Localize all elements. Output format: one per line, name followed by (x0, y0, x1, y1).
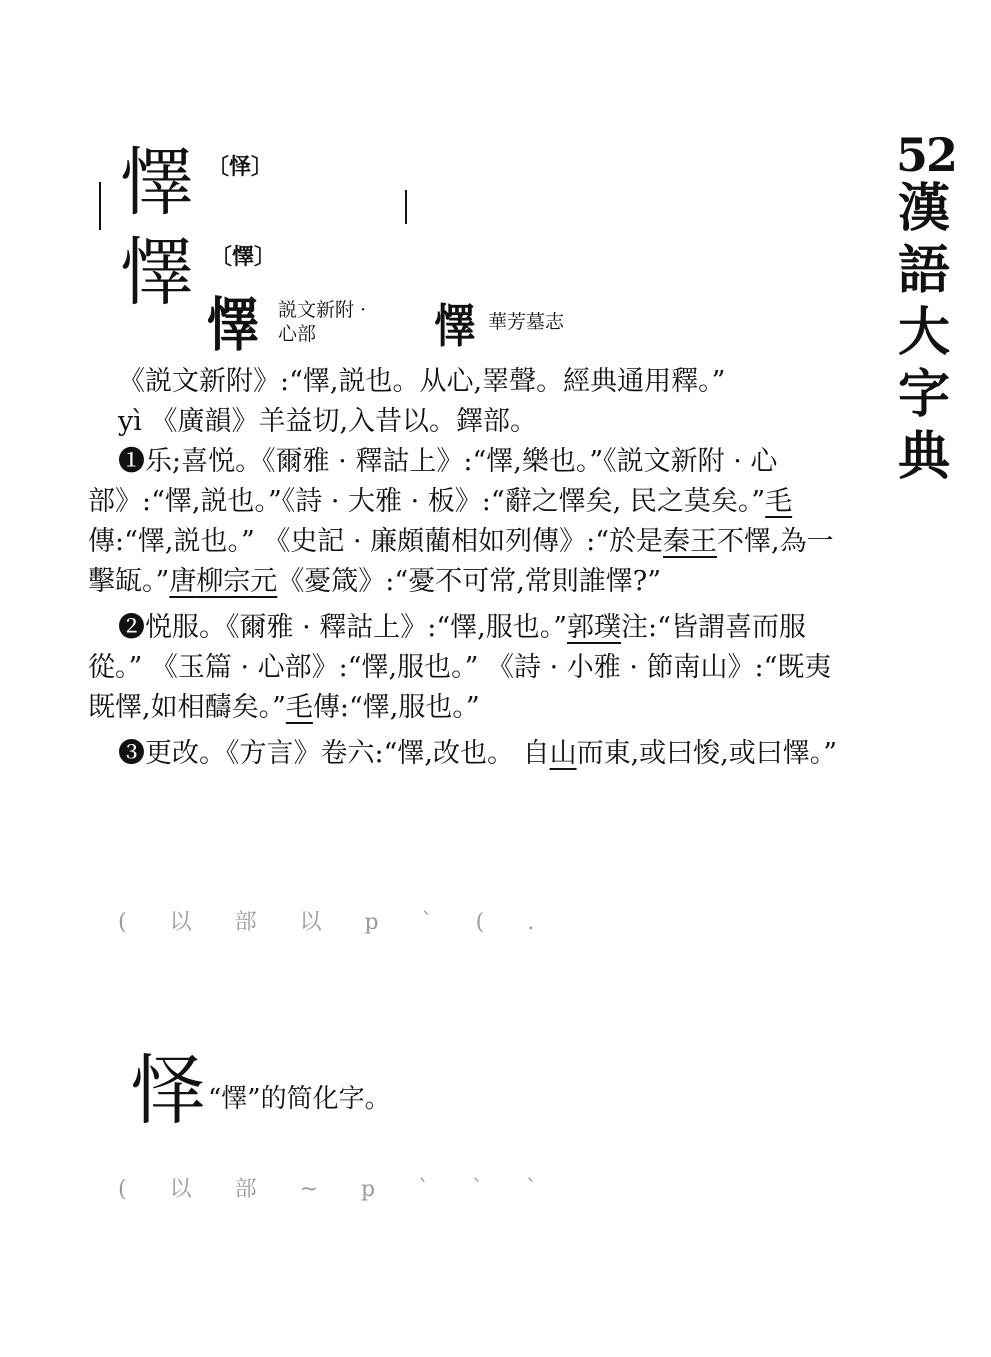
sense-3-name-shan: 山 (549, 738, 577, 769)
simplified-note: “懌”的简化字。 (208, 1084, 391, 1114)
headword-simplified-bracket: 〔怿〕 (207, 154, 274, 180)
right-rule (405, 190, 407, 224)
seal-source-line2: 心部 (278, 323, 317, 345)
scan-marks-1: ( 以 部 以 p ` ( . (118, 910, 553, 935)
pronunciation: yì 《廣韻》羊益切,入昔以。鐸部。 (118, 406, 538, 437)
sense-1-name-tang: 唐 (169, 566, 197, 597)
sense-1-name-mao: 毛 (765, 486, 793, 517)
headword-variant-bracket: 〔懌〕 (210, 244, 277, 270)
headword-traditional: 懌 (120, 140, 194, 226)
seal-source-label (278, 298, 366, 346)
scan-marks-2: ( 以 部 ~ p ` ` ` (118, 1177, 556, 1202)
sense-1-text-d: 《憂箴》:“憂不可常,常則誰懌?” (277, 566, 662, 597)
sense-3 (88, 734, 858, 774)
sense-1-text-c: 不懌,為一擊缻。” (88, 526, 834, 597)
shuowen-quote: 《説文新附》:“懌,説也。从心,睪聲。經典通用釋。” (118, 366, 726, 397)
sense-2-text-c: 傳:“懌,服也。” (312, 692, 480, 723)
sense-2-text-b: 注:“皆謂喜而服從。” 《玉篇 · 心部》:“懌,服也。” 《詩 · 小雅 · 節南山》:“既夷既懌,如相醻矣。” (88, 612, 832, 723)
seal-script-form: 懌 (206, 291, 260, 359)
seal-source-line1: 説文新附 · (278, 299, 367, 321)
sense-1 (88, 442, 858, 602)
sense-2 (88, 608, 858, 728)
sense-2-name-mao: 毛 (285, 692, 313, 723)
simplified-headword: 怿 (130, 1046, 206, 1135)
headword-variant: 懌 (120, 230, 194, 316)
sense-2-text-a: ❷悦服。《爾雅 · 釋詁上》:“懌,服也。” (118, 612, 568, 643)
sense-1-text-b: 傳:“懌,説也。” 《史記 · 廉頗藺相如列傳》:“於是 (88, 526, 664, 557)
inscription-source-label: 華芳墓志 (488, 311, 565, 333)
sense-3-text-a: ❸更改。《方言》卷六:“懌,改也。 自 (118, 738, 550, 769)
sense-2-name-guo: 郭璞 (567, 612, 622, 643)
inscription-form: 懌 (434, 299, 476, 353)
entry-body (88, 362, 858, 774)
sense-1-name-qin: 秦王 (663, 526, 718, 557)
left-rule (99, 182, 101, 230)
sense-1-text-a: ❶乐;喜悦。《爾雅 · 釋詁上》:“懌,樂也。”《説文新附 · 心部》:“懌,説也。”《詩 · 大雅 · 板》:“辭之懌矣, 民之莫矣。” (88, 446, 778, 517)
sense-1-name-liu: 柳宗元 (196, 566, 278, 597)
page-number: 52 (896, 128, 957, 182)
book-title: 漢語大字典 (897, 178, 950, 487)
sense-3-text-b: 而東,或曰悛,或曰懌。” (576, 738, 838, 769)
